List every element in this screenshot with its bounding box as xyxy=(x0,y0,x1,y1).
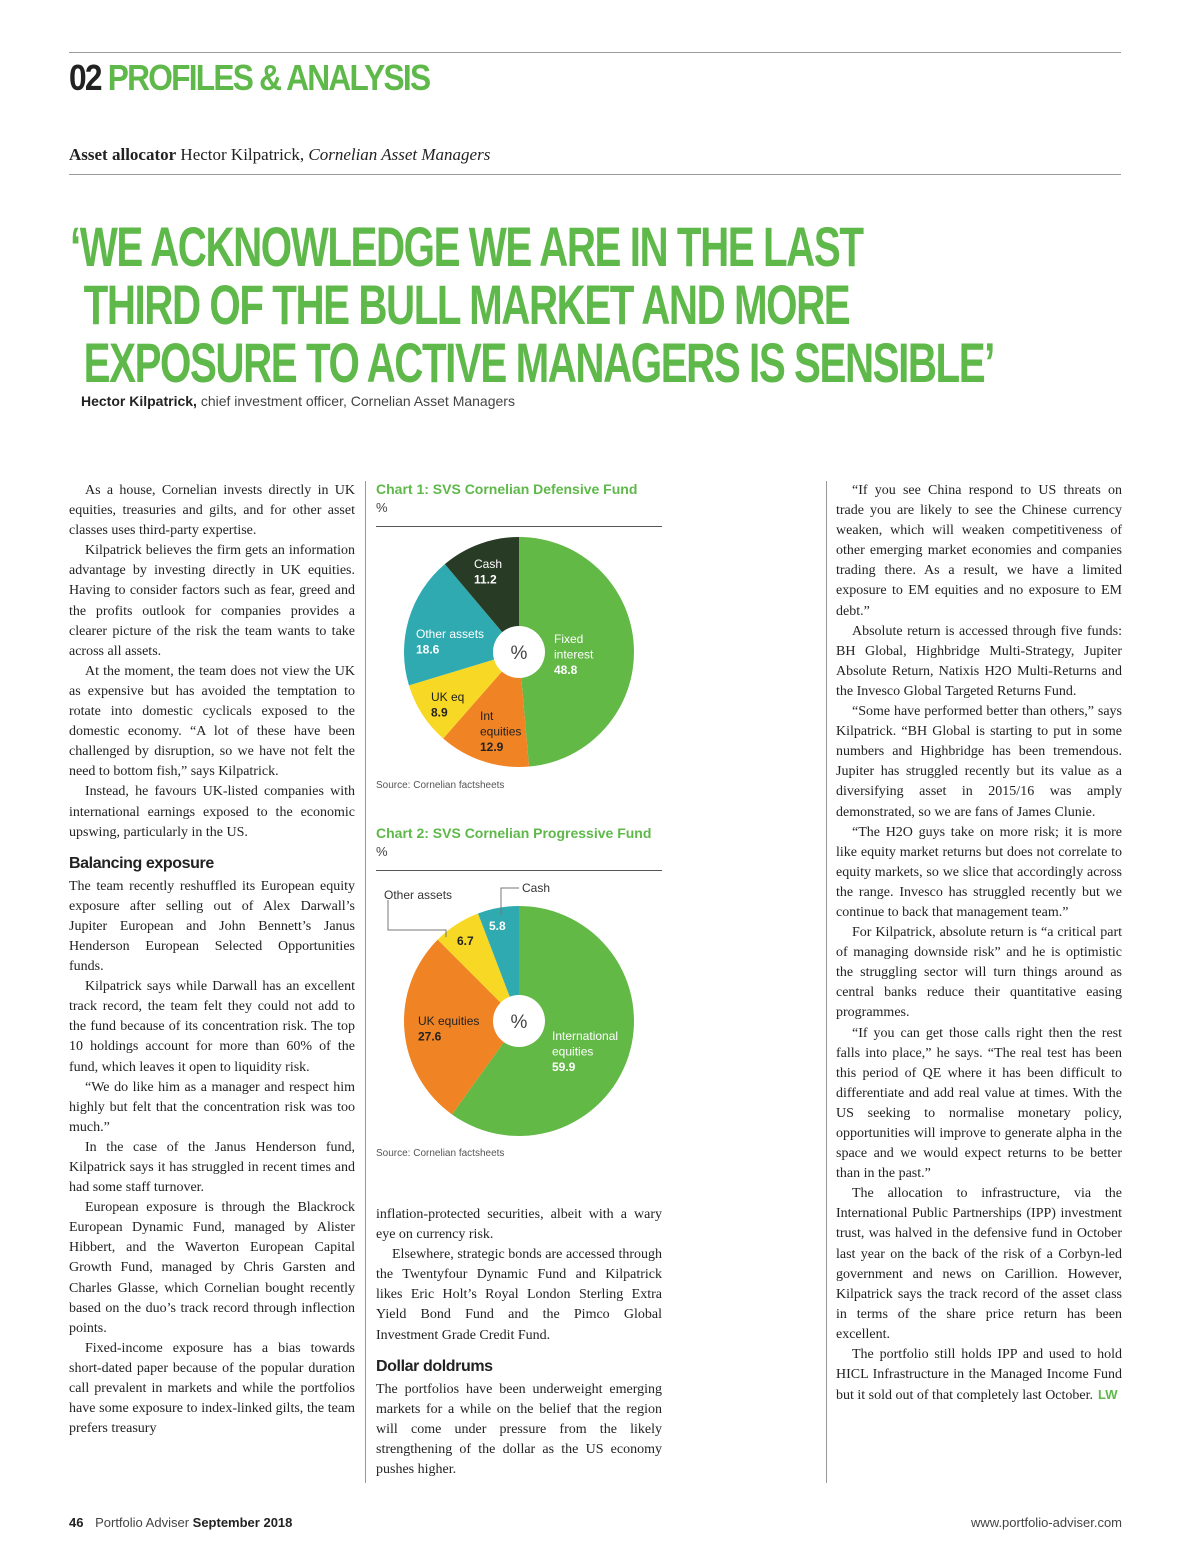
section-number: 02 xyxy=(69,57,101,98)
paragraph-text: In the case of the Janus Henderson fund, Kilpatrick says it has struggled in recent times and had some staff turnover. xyxy=(69,1139,355,1196)
paragraph xyxy=(836,823,1122,923)
byline-rule xyxy=(69,174,1121,175)
paragraph xyxy=(69,1078,355,1138)
paragraph xyxy=(376,1245,662,1345)
paragraph xyxy=(69,481,355,541)
chart-1-label-int-equities: Int equities 12.9 xyxy=(480,709,522,754)
paragraph-text: Kilpatrick believes the firm gets an information advantage by investing directly in UK equities. Having to consider factors such as fear, greed and the profits outlook for companies provides a clearer picture of the risk the team wants to take across all assets. xyxy=(69,543,355,659)
chart-2-title: Chart 2: SVS Cornelian Progressive Fund xyxy=(376,825,652,841)
author-signoff: LW xyxy=(1098,1387,1118,1403)
article-column-2 xyxy=(376,1205,662,1480)
byline-name: Hector Kilpatrick, xyxy=(180,145,305,164)
chart-1-label-other-assets: Other assets 18.6 xyxy=(416,627,485,657)
article-column-1 xyxy=(69,481,355,1439)
paragraph xyxy=(836,702,1122,823)
headline-quote xyxy=(70,215,1006,394)
paragraph-text: Kilpatrick says while Darwall has an excellent track record, the team felt they could not add to the fund because of its concentration risk. The top 10 holdings account for more than 60% of the fund, which leaves it open to liquidity risk. xyxy=(69,979,355,1075)
attribution-name: Hector Kilpatrick, xyxy=(81,393,197,409)
paragraph xyxy=(69,541,355,662)
headline-line-3: EXPOSURE TO ACTIVE MANAGERS IS SENSIBLE’ xyxy=(83,331,994,394)
chart-2-label-cash: Cash xyxy=(522,881,551,895)
paragraph xyxy=(836,1024,1122,1185)
paragraph-text: “Some have performed better than others,” says Kilpatrick. “BH Global is starting to put in some numbers and Highbridge has been tremendous. Jupiter has struggled recently but its value as a diversifying asset in 2015/16 was amply demonstrated, so we are fans of James Clunie. xyxy=(836,704,1122,820)
paragraph xyxy=(69,877,355,977)
chart-1-label-uk-eq: UK eq 8.9 xyxy=(431,690,465,720)
section-heading xyxy=(69,56,429,100)
column-divider-2 xyxy=(826,481,827,1483)
article-byline xyxy=(69,145,490,165)
paragraph-text: “We do like him as a manager and respect him highly but felt that the concentration risk was too much.” xyxy=(69,1079,355,1135)
paragraph xyxy=(836,1345,1122,1406)
paragraph xyxy=(69,1138,355,1198)
chart-2-label-other-assets: Other assets xyxy=(384,888,453,902)
chart-2-value-cash: 5.8 xyxy=(489,919,506,933)
attribution-role: chief investment officer, Cornelian Asset Managers xyxy=(200,393,515,409)
paragraph-text: Fixed-income exposure has a bias towards short-dated paper because of the popular duration call prevalent in markets and while the portfolios have some exposure to index-linked gilts, the team prefers treasury xyxy=(69,1340,355,1437)
headline-line-1: ‘WE ACKNOWLEDGE WE ARE IN THE LAST xyxy=(70,215,863,278)
page-footer xyxy=(69,1515,292,1530)
paragraph xyxy=(836,1184,1122,1345)
subheading xyxy=(69,853,355,875)
paragraph xyxy=(69,782,355,842)
paragraph-text: Elsewhere, strategic bonds are accessed through the Twentyfour Dynamic Fund and Kilpatrick likes Eric Holt’s Royal London Sterling Extra Yield Bond Fund and the Pimco Global Investment Grade Credit Fund. xyxy=(376,1247,662,1343)
paragraph xyxy=(836,923,1122,1023)
chart-1-rule xyxy=(376,526,662,527)
chart-1-label-cash: Cash 11.2 xyxy=(474,557,503,587)
paragraph xyxy=(69,977,355,1077)
chart-2-leader-other-assets xyxy=(388,900,446,937)
column-divider-1 xyxy=(365,481,366,1483)
paragraph-text: “If you can get those calls right then the rest falls into place,” he says. “The real test has been this period of QE where it has been difficult to differentiate and add real value at times. With the US seeking to normalise monetary policy, opportunities will improve to generate alpha in the space and we would expect returns to be better than in the past.” xyxy=(836,1025,1122,1182)
chart-2-label-international-equities: International equities 59.9 xyxy=(552,1029,619,1074)
chart-2-rule xyxy=(376,870,662,871)
chart-1 xyxy=(376,481,662,515)
chart-2-value-other-assets: 6.7 xyxy=(457,934,474,948)
chart-1-source: Source: Cornelian factsheets xyxy=(376,780,505,791)
chart-1-unit: % xyxy=(376,500,388,515)
subheading-text: Dollar doldrums xyxy=(376,1357,493,1375)
subheading-text: Balancing exposure xyxy=(69,854,214,872)
paragraph-text: The team recently reshuffled its European equity exposure after selling out of Alex Darwall’s Jupiter European and John Bennett’s Janus Henderson European Selected Opportunities funds. xyxy=(69,878,355,975)
article-column-3 xyxy=(836,481,1122,1406)
paragraph-text: Instead, he favours UK-listed companies with international earnings exposed to the economic upswing, particularly in the US. xyxy=(69,784,355,840)
chart-2-label-uk-equities: UK equities 27.6 xyxy=(418,1014,480,1044)
byline-label: Asset allocator xyxy=(69,145,177,164)
footer-publication: Portfolio Adviser xyxy=(95,1515,190,1530)
paragraph xyxy=(69,1198,355,1339)
quote-attribution xyxy=(81,393,515,409)
byline-company: Cornelian Asset Managers xyxy=(308,145,491,164)
paragraph-text: “The H2O guys take on more risk; it is more like equity market returns but does not correlate to equity markets, so we slice that accordingly across the range. Invesco has struggled recently but we continue to back that management team.” xyxy=(836,824,1122,920)
chart-1-title: Chart 1: SVS Cornelian Defensive Fund xyxy=(376,481,638,497)
paragraph xyxy=(836,481,1122,622)
chart-2 xyxy=(376,825,662,859)
paragraph-text: “If you see China respond to US threats on trade you are likely to see the Chinese currency weaken, which will weaken competitiveness of other emerging market economies and companies trading there. As a result, we have a limited exposure to EM equities and no exposure to EM debt.” xyxy=(836,483,1122,619)
paragraph xyxy=(69,1339,355,1439)
chart-1-pie xyxy=(376,530,666,775)
footer-url: www.portfolio-adviser.com xyxy=(971,1515,1122,1530)
page-number: 46 xyxy=(69,1515,84,1530)
paragraph xyxy=(836,622,1122,702)
chart-2-pie xyxy=(376,875,666,1145)
paragraph-text: For Kilpatrick, absolute return is “a critical part of managing downside risk” and he is optimistic the struggling sector will turn things around as central banks reduce their quantitative easing programmes. xyxy=(836,925,1122,1021)
paragraph-text: As a house, Cornelian invests directly in UK equities, treasuries and gilts, and for other asset classes uses third-party expertise. xyxy=(69,483,355,539)
paragraph-text: The allocation to infrastructure, via the International Public Partnerships (IPP) investment trust, was halved in the defensive fund in October last year on the back of the risk of a Corbyn-led government and news on Carillion. However, Kilpatrick says the track record of the asset class in terms of the share price return has been excellent. xyxy=(836,1186,1122,1342)
chart-2-unit: % xyxy=(376,844,388,859)
top-rule xyxy=(69,52,1121,53)
footer-issue: September 2018 xyxy=(192,1515,293,1530)
paragraph-text: Absolute return is accessed through five funds: BH Global, Highbridge Multi-Strategy, Jupiter Absolute Return, Natixis H2O Multi-Returns and the Invesco Global Targeted Returns Fund. xyxy=(836,623,1122,699)
paragraph xyxy=(69,662,355,783)
chart-1-center-label: % xyxy=(510,643,528,664)
section-name: PROFILES & ANALYSIS xyxy=(107,57,430,98)
paragraph-text: The portfolio still holds IPP and used to hold HICL Infrastructure in the Managed Income Fund but it sold out of that completely last October. xyxy=(836,1347,1122,1404)
chart-2-center-label: % xyxy=(510,1012,528,1033)
chart-1-label-fixed-interest: Fixed interest 48.8 xyxy=(554,632,594,677)
paragraph xyxy=(376,1380,662,1480)
paragraph-text: At the moment, the team does not view the UK as expensive but has avoided the temptation to rotate into domestic cyclicals exposed to the domestic economy. “A lot of these have been challenged by disruption, so we have not felt the need to bottom fish,” says Kilpatrick. xyxy=(69,663,355,780)
paragraph xyxy=(376,1205,662,1245)
chart-2-source: Source: Cornelian factsheets xyxy=(376,1148,505,1159)
subheading xyxy=(376,1356,662,1378)
paragraph-text: The portfolios have been underweight emerging markets for a while on the belief that the region will come under pressure from the likely strengthening of the dollar as the US economy pushes higher. xyxy=(376,1381,662,1478)
paragraph-text: European exposure is through the Blackrock European Dynamic Fund, managed by Alister Hibbert, and the Waverton European Capital Growth Fund, managed by Chris Garsten and Charles Glasse, which Cornelian bought recently based on the duo’s track record through inflection points. xyxy=(69,1200,355,1336)
headline-line-2: THIRD OF THE BULL MARKET AND MORE xyxy=(83,273,850,336)
paragraph-text: inflation-protected securities, albeit with a wary eye on currency risk. xyxy=(376,1207,662,1243)
